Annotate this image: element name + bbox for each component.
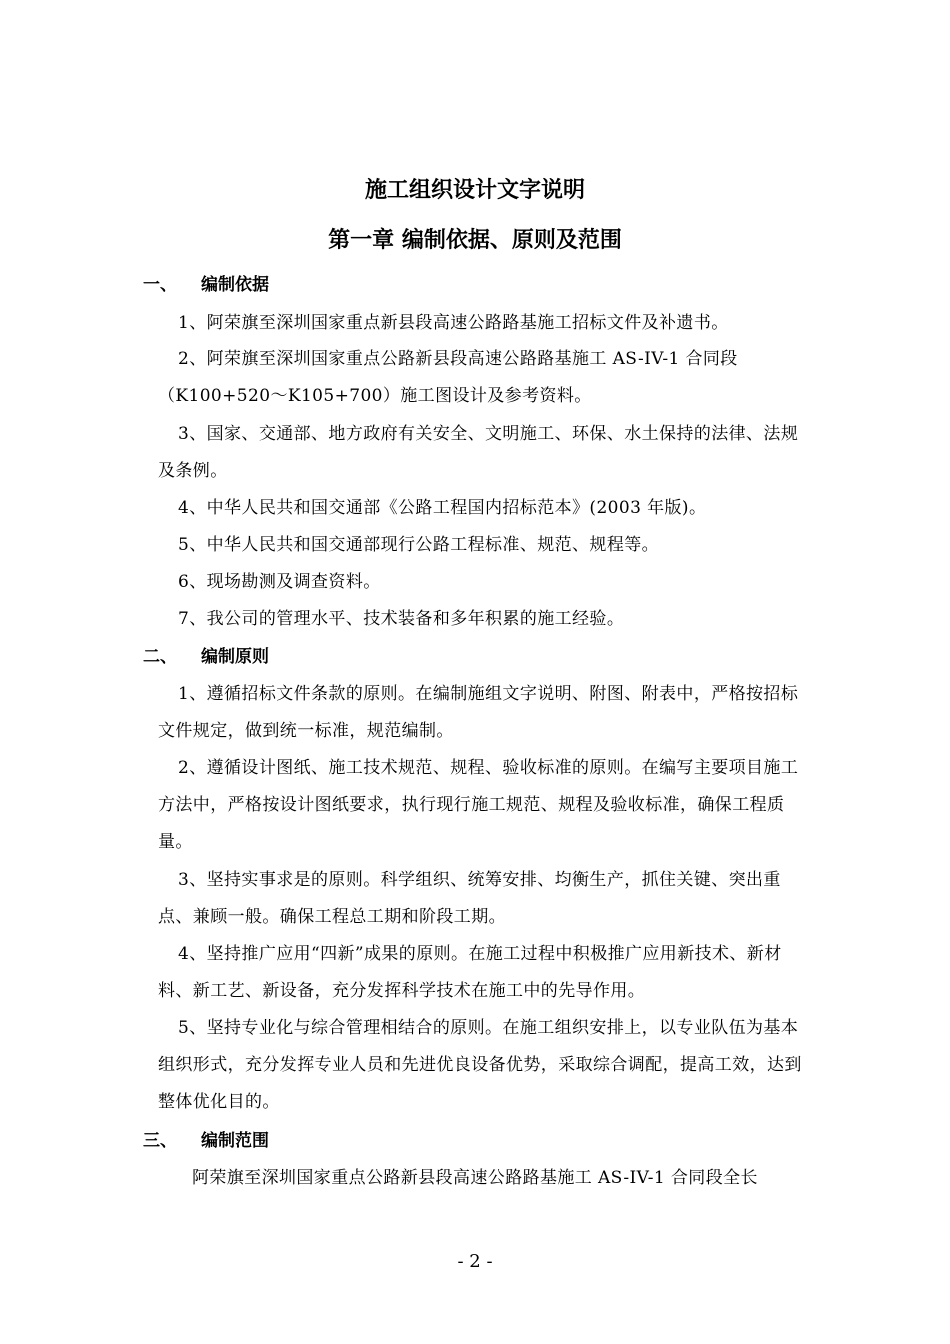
paragraph: 6、现场勘测及调查资料。 (178, 572, 381, 592)
page-number: - 2 - (457, 1251, 493, 1272)
document-title: 施工组织设计文字说明 (364, 178, 585, 203)
section-heading-3 (143, 1129, 269, 1153)
section-number: 三、 (143, 1131, 177, 1151)
section-title: 编制范围 (201, 1131, 269, 1151)
paragraph: 4、坚持推广应用“四新”成果的原则。在施工过程中积极推广应用新技术、新材料、新工艺、新设备，充分发挥科学技术在施工中的先导作用。 (158, 944, 782, 1001)
section-number: 一、 (143, 275, 177, 295)
section-title: 编制依据 (201, 275, 269, 295)
paragraph: 阿荣旗至深圳国家重点公路新县段高速公路路基施工 AS-IV-1 合同段全长 (192, 1168, 758, 1188)
paragraph: 4、中华人民共和国交通部《公路工程国内招标范本》(2003 年版)。 (178, 498, 707, 518)
paragraph: 2、阿荣旗至深圳国家重点公路新县段高速公路路基施工 AS-IV-1 合同段（K100+520～K105+700）施工图设计及参考资料。 (158, 349, 738, 406)
paragraph: 5、坚持专业化与综合管理相结合的原则。在施工组织安排上，以专业队伍为基本组织形式，充分发挥专业人员和先进优良设备优势，采取综合调配，提高工效，达到整体优化目的。 (158, 1018, 802, 1112)
paragraph: 2、遵循设计图纸、施工技术规范、规程、验收标准的原则。在编写主要项目施工方法中，严格按设计图纸要求，执行现行施工规范、规程及验收标准，确保工程质量。 (158, 758, 799, 852)
paragraph: 7、我公司的管理水平、技术装备和多年积累的施工经验。 (178, 609, 625, 629)
paragraph: 5、中华人民共和国交通部现行公路工程标准、规范、规程等。 (178, 535, 660, 555)
section-title: 编制原则 (201, 647, 269, 667)
paragraph: 3、国家、交通部、地方政府有关安全、文明施工、环保、水土保持的法律、法规及条例。 (158, 424, 799, 481)
paragraph: 3、坚持实事求是的原则。科学组织、统筹安排、均衡生产，抓住关键、突出重点、兼顾一般。确保工程总工期和阶段工期。 (158, 870, 781, 927)
section-number: 二、 (143, 647, 177, 667)
paragraph: 1、遵循招标文件条款的原则。在编制施组文字说明、附图、附表中，严格按招标文件规定，做到统一标准，规范编制。 (158, 684, 799, 741)
chapter-title: 第一章 编制依据、原则及范围 (328, 228, 622, 253)
section-heading-1 (143, 273, 269, 297)
section-heading-2 (143, 645, 269, 669)
paragraph: 1、阿荣旗至深圳国家重点新县段高速公路路基施工招标文件及补遗书。 (178, 313, 729, 333)
